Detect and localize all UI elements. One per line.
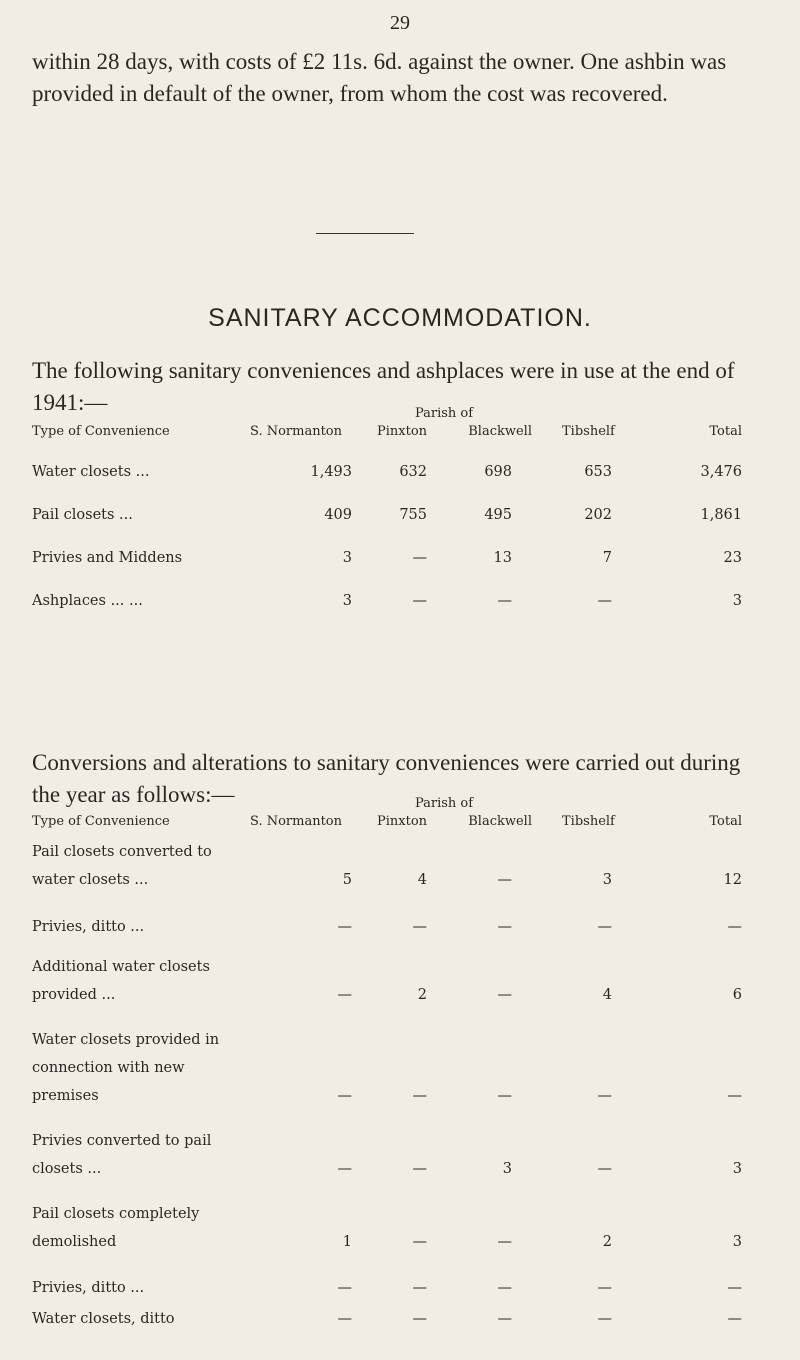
- cell-tibshelf: —: [597, 1161, 612, 1177]
- table1-intro: The following sanitary conveniences and ashplaces were in use at the end of 1941:—: [32, 358, 735, 415]
- row-label: Privies and Middens: [32, 550, 183, 566]
- table2-header-total: Total: [709, 814, 742, 829]
- table2-intro: Conversions and alterations to sanitary conveniences were carried out during the year as follows:—: [32, 750, 741, 807]
- table-conversions: [32, 790, 772, 1330]
- cell-total: 12: [723, 872, 742, 888]
- row-label: Pail closets converted to water closets ...: [32, 844, 212, 888]
- cell-tibshelf: —: [597, 1311, 612, 1327]
- cell-pinxton: —: [412, 1161, 427, 1177]
- row-label: Ashplaces ... ...: [32, 593, 143, 609]
- cell-total: 6: [732, 987, 742, 1003]
- cell-total: —: [727, 1280, 742, 1296]
- cell-snormanton: —: [337, 1161, 352, 1177]
- table2-group-header: Parish of: [414, 796, 474, 811]
- cell-snormanton: 409: [324, 507, 352, 523]
- cell-blackwell: —: [497, 919, 512, 935]
- cell-snormanton: 1,493: [310, 464, 352, 480]
- cell-tibshelf: —: [597, 1088, 612, 1104]
- table1-group-header: Parish of: [414, 406, 474, 421]
- table2-header-type: Type of Convenience: [32, 814, 170, 829]
- cell-tibshelf: —: [597, 1280, 612, 1296]
- cell-tibshelf: 3: [602, 872, 612, 888]
- cell-pinxton: 4: [417, 872, 427, 888]
- cell-blackwell: 13: [493, 550, 512, 566]
- table1-header-tibshelf: Tibshelf: [562, 424, 615, 439]
- row-label: Privies converted to pail closets ...: [32, 1133, 212, 1177]
- cell-pinxton: —: [412, 1234, 427, 1250]
- cell-blackwell: —: [497, 1311, 512, 1327]
- table2-header-tibshelf: Tibshelf: [562, 814, 615, 829]
- cell-blackwell: —: [497, 593, 512, 609]
- cell-total: 3,476: [700, 464, 742, 480]
- cell-blackwell: —: [497, 1280, 512, 1296]
- table2-header-blackwell: Blackwell: [468, 814, 532, 829]
- cell-blackwell: 3: [502, 1161, 512, 1177]
- cell-total: 3: [732, 593, 742, 609]
- cell-snormanton: —: [337, 987, 352, 1003]
- cell-total: 3: [732, 1234, 742, 1250]
- cell-pinxton: —: [412, 593, 427, 609]
- page-number: 29: [390, 12, 410, 34]
- cell-tibshelf: 2: [602, 1234, 612, 1250]
- cell-snormanton: —: [337, 1280, 352, 1296]
- cell-total: 3: [732, 1161, 742, 1177]
- cell-pinxton: —: [412, 919, 427, 935]
- cell-pinxton: —: [412, 550, 427, 566]
- cell-total: —: [727, 1311, 742, 1327]
- table2-header-snormanton: S. Normanton: [250, 814, 342, 829]
- table1-header-type: Type of Convenience: [32, 424, 170, 439]
- cell-pinxton: —: [412, 1280, 427, 1296]
- cell-snormanton: 1: [342, 1234, 352, 1250]
- cell-total: —: [727, 1088, 742, 1104]
- row-label: Pail closets ...: [32, 507, 133, 523]
- cell-tibshelf: 4: [602, 987, 612, 1003]
- cell-pinxton: 632: [399, 464, 427, 480]
- row-label: Additional water closets provided ...: [32, 959, 210, 1003]
- cell-tibshelf: 202: [584, 507, 612, 523]
- cell-pinxton: 2: [417, 987, 427, 1003]
- cell-blackwell: —: [497, 987, 512, 1003]
- cell-pinxton: 755: [399, 507, 427, 523]
- cell-tibshelf: —: [597, 919, 612, 935]
- cell-blackwell: —: [497, 872, 512, 888]
- cell-total: —: [727, 919, 742, 935]
- cell-blackwell: 495: [484, 507, 512, 523]
- cell-snormanton: —: [337, 1311, 352, 1327]
- opening-paragraph: within 28 days, with costs of £2 11s. 6d. against the owner. One ashbin was provided in default of the owner, from whom the cost was recovered.: [32, 49, 727, 106]
- cell-tibshelf: —: [597, 593, 612, 609]
- row-label: Privies, ditto ...: [32, 919, 145, 935]
- table-sanitary-conveniences: [32, 400, 772, 640]
- row-label: Water closets ...: [32, 464, 150, 480]
- cell-total: 1,861: [700, 507, 742, 523]
- cell-tibshelf: 653: [584, 464, 612, 480]
- cell-snormanton: —: [337, 919, 352, 935]
- cell-blackwell: —: [497, 1234, 512, 1250]
- cell-snormanton: 5: [342, 872, 352, 888]
- cell-blackwell: —: [497, 1088, 512, 1104]
- cell-tibshelf: 7: [602, 550, 612, 566]
- section-divider: [316, 233, 414, 234]
- table2-header-pinxton: Pinxton: [377, 814, 428, 829]
- cell-blackwell: 698: [484, 464, 512, 480]
- cell-pinxton: —: [412, 1088, 427, 1104]
- row-label: Water closets provided in connection with new premises: [32, 1032, 220, 1104]
- section-title: SANITARY ACCOMMODATION.: [208, 304, 592, 332]
- table1-header-snormanton: S. Normanton: [250, 424, 342, 439]
- row-label: Pail closets completely demolished: [32, 1206, 200, 1250]
- cell-total: 23: [723, 550, 742, 566]
- row-label: Water closets, ditto: [32, 1311, 175, 1327]
- table1-header-pinxton: Pinxton: [377, 424, 428, 439]
- cell-pinxton: —: [412, 1311, 427, 1327]
- cell-snormanton: —: [337, 1088, 352, 1104]
- cell-snormanton: 3: [342, 593, 352, 609]
- cell-snormanton: 3: [342, 550, 352, 566]
- table1-header-total: Total: [709, 424, 742, 439]
- row-label: Privies, ditto ...: [32, 1280, 145, 1296]
- table1-header-blackwell: Blackwell: [468, 424, 532, 439]
